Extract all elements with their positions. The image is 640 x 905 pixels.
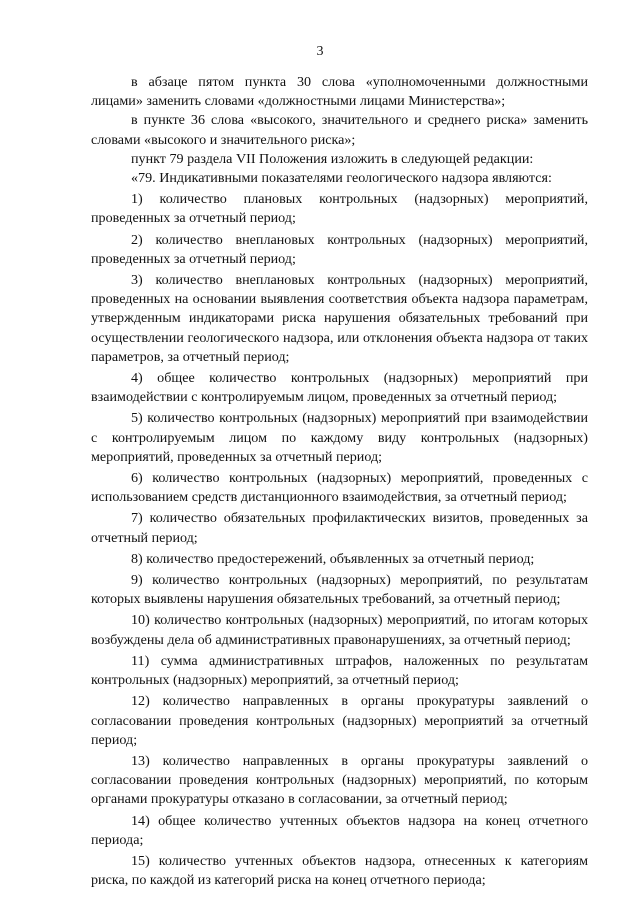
list-item: 2) количество внеплановых контрольных (надзорных) мероприятий, проведенных за отчетный период; (91, 231, 588, 267)
list-item: 10) количество контрольных (надзорных) мероприятий, по итогам которых возбуждены дела об административных правонарушениях, за отчетный период; (91, 612, 588, 648)
list-item: 5) количество контрольных (надзорных) мероприятий при взаимодействии с контролируемым лицом по каждому виду контрольных (надзорных) мероприятий, проведенных за отчетный период; (91, 410, 588, 465)
list-item: 3) количество внеплановых контрольных (надзорных) мероприятий, проведенных на основании выявления соответствия объекта надзора параметрам, утвержденным индикаторами риска нарушения обязательных требований при осуществлении геологического надзора, или отклонения объекта надзора от таких параметров, за отчетный период; (91, 272, 588, 365)
list-item: 15) количество учтенных объектов надзора, отнесенных к категориям риска, по каждой из категорий риска на конец отчетного периода; (91, 852, 588, 889)
list-item: 1) количество плановых контрольных (надзорных) мероприятий, проведенных за отчетный период; (91, 191, 588, 227)
list-item: 9) количество контрольных (надзорных) мероприятий, по результатам которых выявлены нарушения обязательных требований, за отчетный период; (91, 572, 588, 608)
list-item: 8) количество предостережений, объявленных за отчетный период; (131, 550, 535, 567)
paragraph: в абзаце пятом пункта 30 слова «уполномоченными должностными лицами» заменить словами «должностными лицами Министерства»; (91, 74, 588, 110)
list-item: 13) количество направленных в органы прокуратуры заявлений о согласовании проведения контрольных (надзорных) мероприятий, по которым органами прокуратуры отказано в согласовании, за отчетный период; (91, 752, 588, 808)
paragraph: «79. Индикативными показателями геологического надзора являются: (131, 170, 552, 187)
paragraph: пункт 79 раздела VII Положения изложить в следующей редакции: (131, 150, 534, 167)
list-item: 7) количество обязательных профилактических визитов, проведенных за отчетный период; (91, 510, 588, 546)
document-body (91, 73, 588, 890)
paragraph: в пункте 36 слова «высокого, значительного и среднего риска» заменить словами «высокого и значительного риска»; (91, 112, 588, 148)
list-item: 4) общее количество контрольных (надзорных) мероприятий при взаимодействии с контролируемым лицом, проведенных за отчетный период; (91, 370, 588, 406)
list-item: 14) общее количество учтенных объектов надзора на конец отчетного периода; (91, 812, 588, 848)
page-number: 3 (316, 44, 324, 59)
list-item: 11) сумма административных штрафов, наложенных по результатам контрольных (надзорных) мероприятий, за отчетный период; (91, 652, 588, 689)
list-item: 6) количество контрольных (надзорных) мероприятий, проведенных с использованием средств дистанционного взаимодействия, за отчетный период; (91, 470, 588, 506)
list-item: 12) количество направленных в органы прокуратуры заявлений о согласовании проведения контрольных (надзорных) мероприятий за отчетный период; (91, 693, 588, 748)
